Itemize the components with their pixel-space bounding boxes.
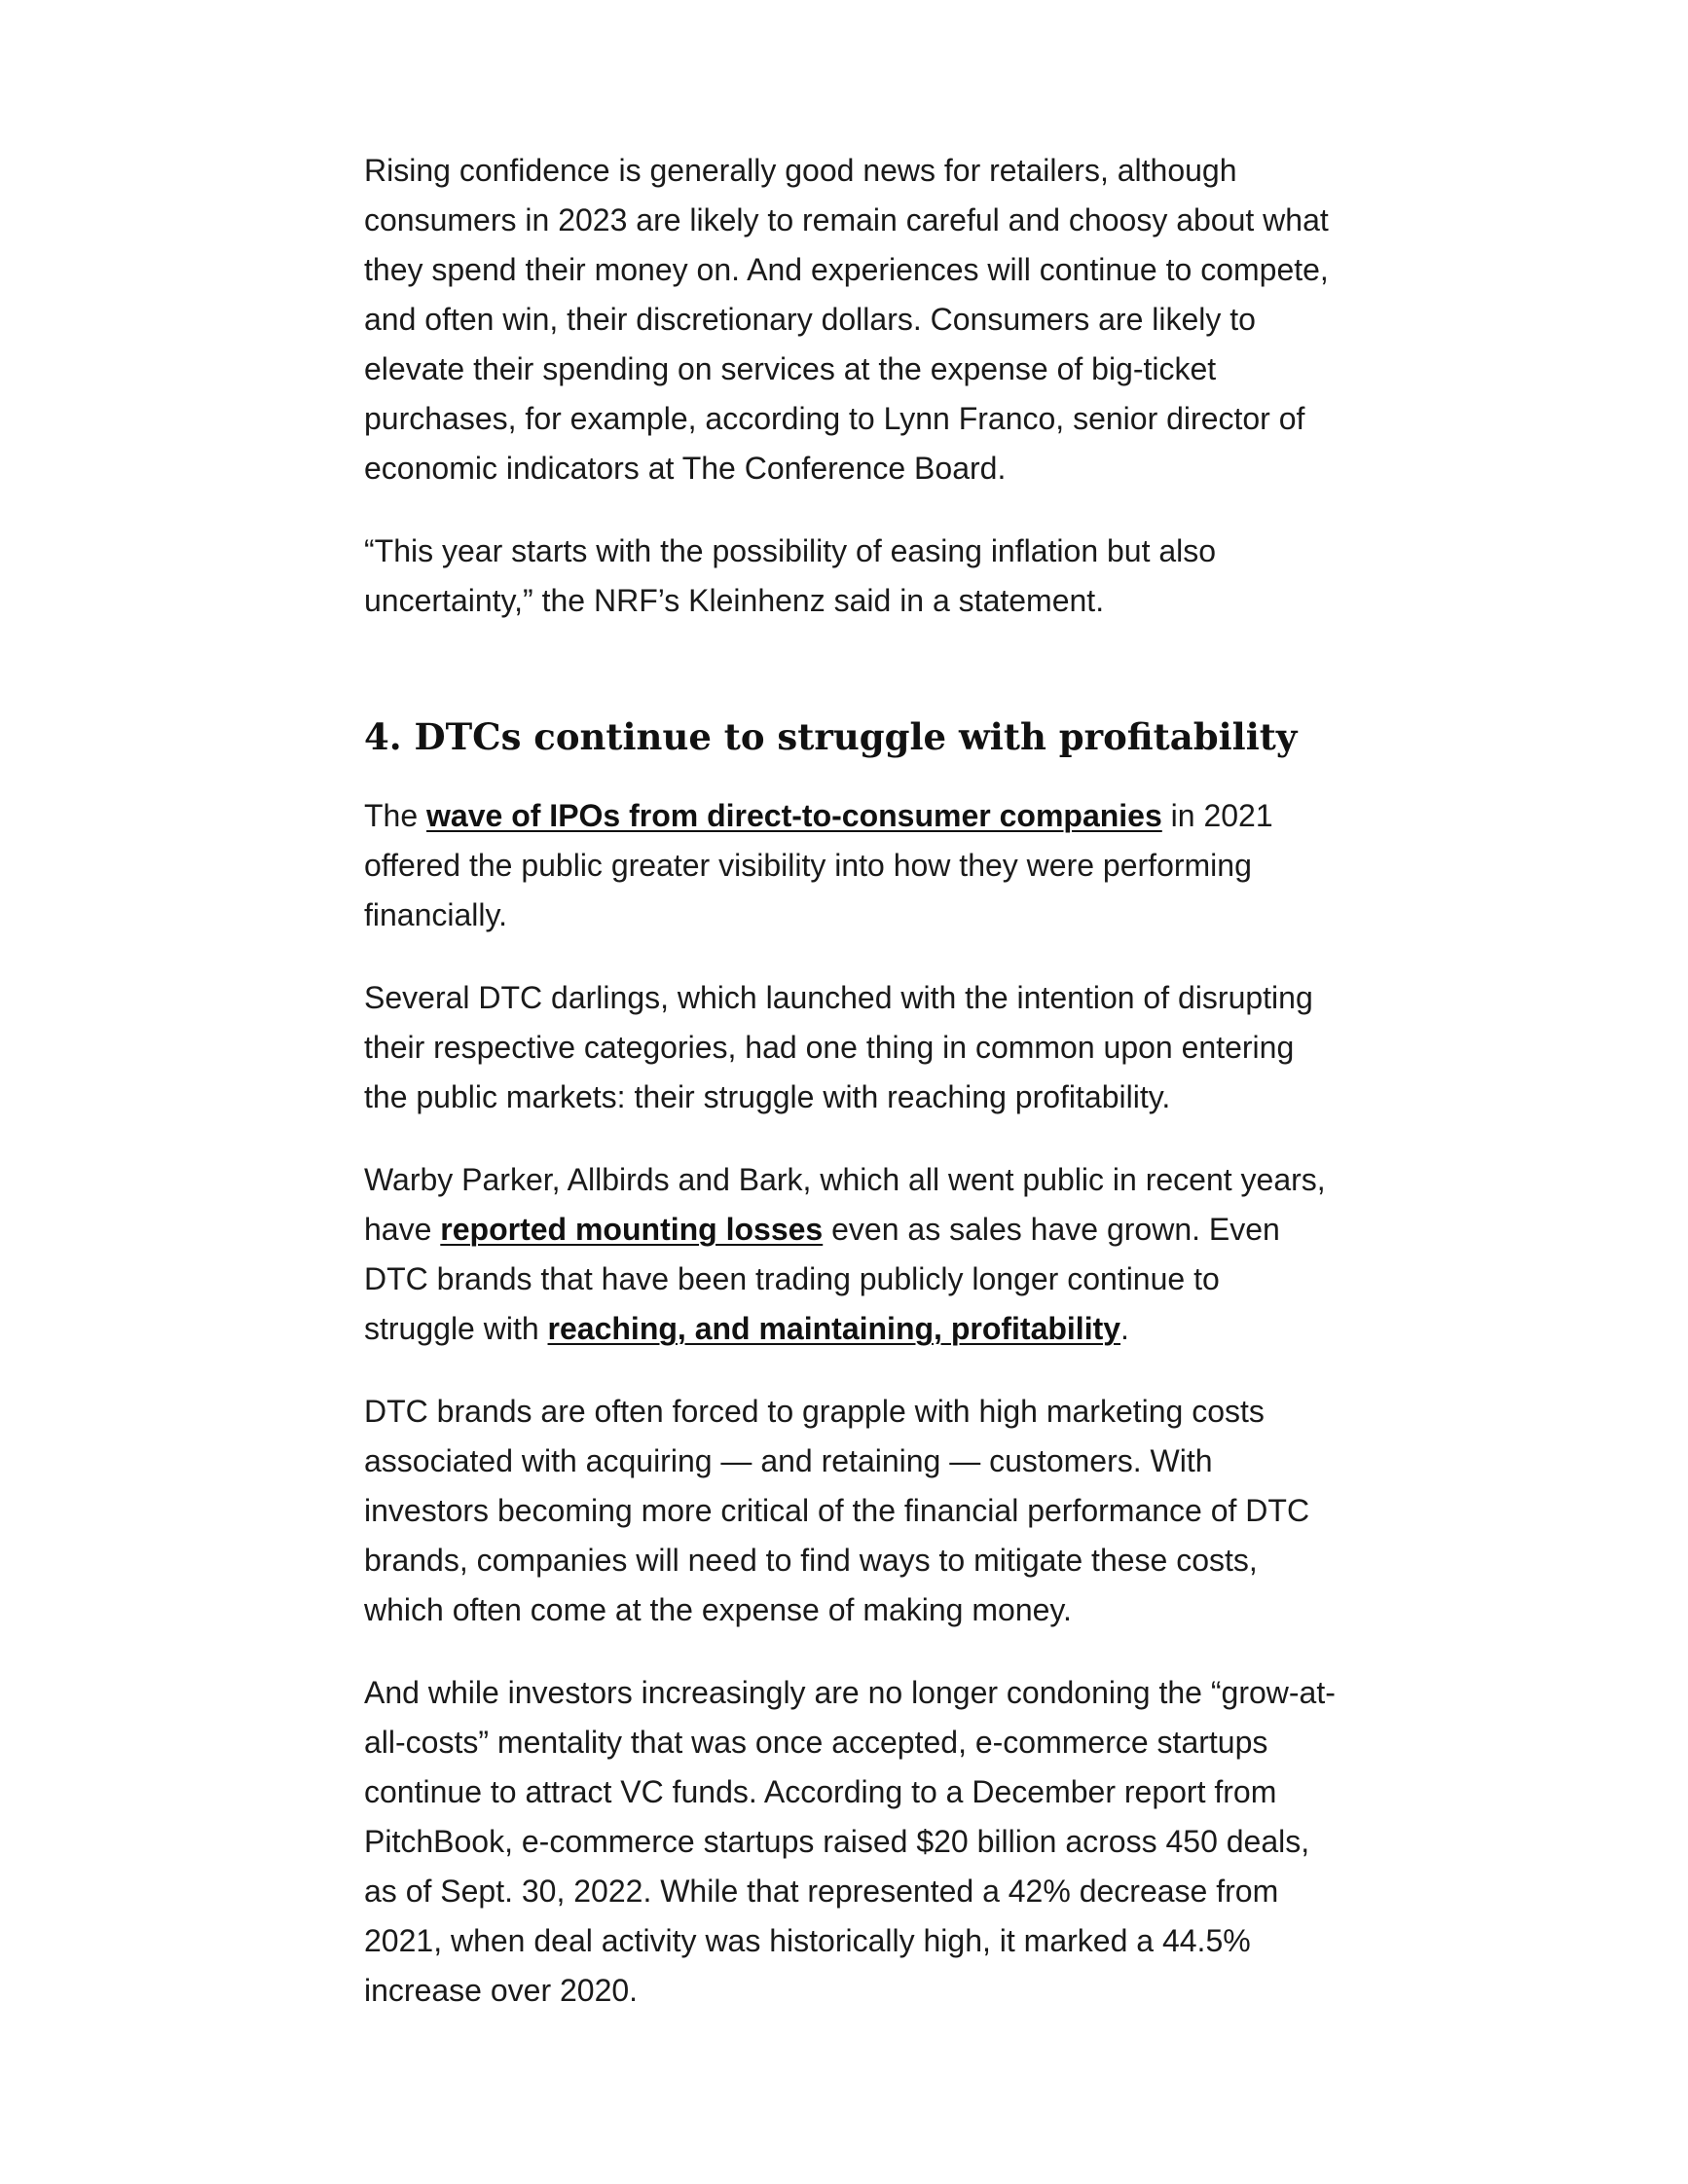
- paragraph-mounting-losses: [364, 1155, 1338, 1354]
- paragraph-dtc-darlings: Several DTC darlings, which launched with the intention of disrupting their respective categories, had one thing in common upon entering the public markets: their struggle with reaching profitability.: [364, 980, 1313, 1114]
- paragraph-nrf-quote: “This year starts with the possibility of easing inflation but also uncertainty,” the NRF’s Kleinhenz said in a statement.: [364, 533, 1217, 618]
- section-heading-dtc-profitability: 4. DTCs continue to struggle with profitability: [364, 715, 1298, 758]
- paragraph-text: in 2021 offered the public greater visibility into how they were performing financially.: [364, 798, 1273, 932]
- link-reaching-maintaining-profitability[interactable]: reaching, and maintaining, profitability: [547, 1311, 1121, 1346]
- paragraph-text: even as sales have grown. Even DTC brands that have been trading publicly longer continue to struggle with: [364, 1212, 1280, 1346]
- paragraph-dtc-ipos: [364, 791, 1338, 940]
- paragraph-marketing-costs: DTC brands are often forced to grapple with high marketing costs associated with acquiring — and retaining — customers. With investors becoming more critical of the financial performance of DTC brands, companies will need to find ways to mitigate these costs, which often come at the expense of making money.: [364, 1394, 1310, 1627]
- paragraph-text: Warby Parker, Allbirds and Bark, which all went public in recent years, have: [364, 1162, 1326, 1247]
- paragraph-text: .: [1120, 1311, 1129, 1346]
- link-wave-of-ipos[interactable]: wave of IPOs from direct-to-consumer companies: [426, 798, 1162, 833]
- article-body: [364, 146, 1338, 2049]
- link-reported-mounting-losses[interactable]: reported mounting losses: [440, 1212, 824, 1247]
- paragraph-consumer-confidence: Rising confidence is generally good news for retailers, although consumers in 2023 are likely to remain careful and choosy about what they spend their money on. And experiences will continue to compete, and often win, their discretionary dollars. Consumers are likely to elevate their spending on services at the expense of big-ticket purchases, for example, according to Lynn Franco, senior director of economic indicators at The Conference Board.: [364, 153, 1329, 486]
- paragraph-vc-funding: And while investors increasingly are no longer condoning the “grow-at-all-costs” mentality that was once accepted, e-commerce startups continue to attract VC funds. According to a December report from PitchBook, e-commerce startups raised $20 billion across 450 deals, as of Sept. 30, 2022. While that represented a 42% decrease from 2021, when deal activity was historically high, it marked a 44.5% increase over 2020.: [364, 1675, 1336, 2008]
- paragraph-text: The: [364, 798, 427, 833]
